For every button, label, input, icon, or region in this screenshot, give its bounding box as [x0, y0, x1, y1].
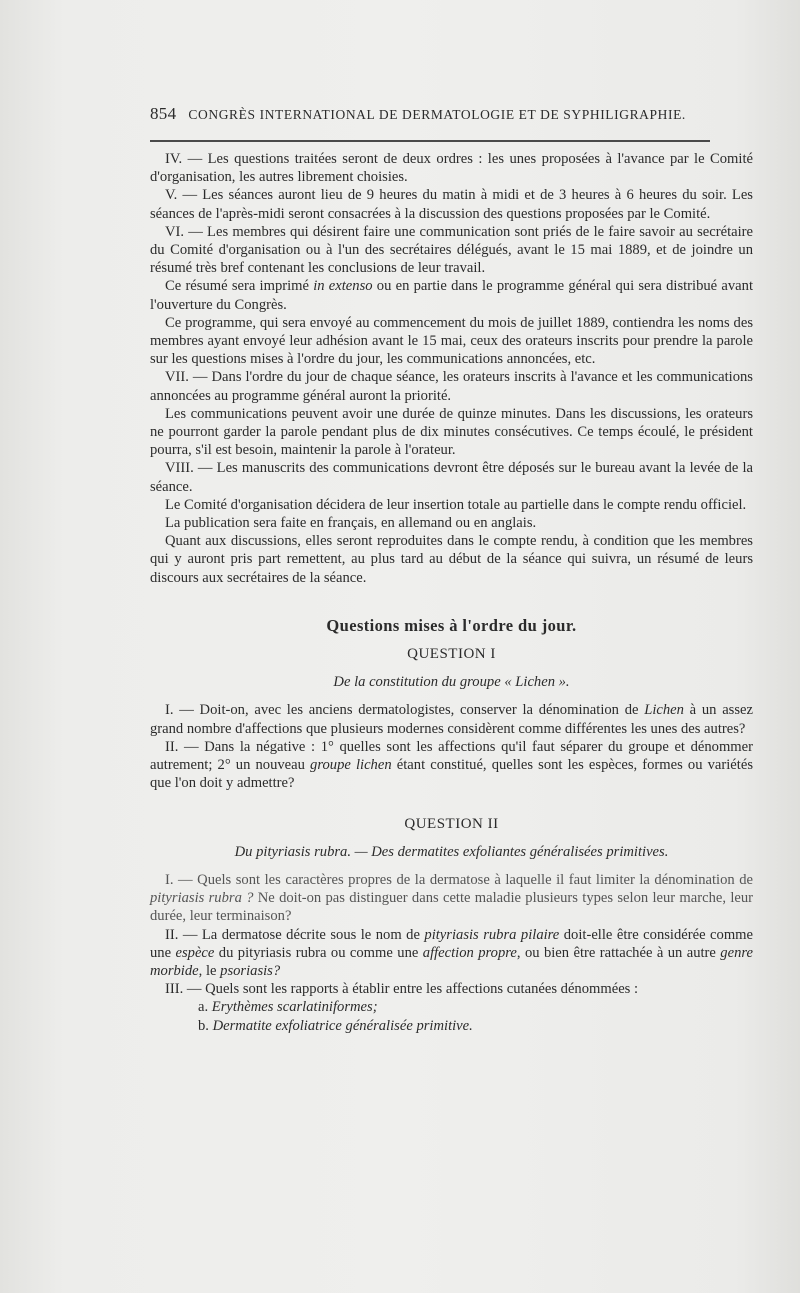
- comite-paragraph: Le Comité d'organisation décidera de leur insertion totale au partielle dans le compte rendu officiel.: [165, 496, 747, 513]
- question-1-part-2: II. — Dans la négative : 1° quelles sont les affections qu'il faut séparer du groupe et dénommer autrement; 2° un nouveau groupe lichen étant constitué, quelles sont les espèces, formes ou variétés que l'on doit y admettre?: [150, 738, 753, 792]
- discussions-paragraph: Quant aux discussions, elles seront reproduites dans le compte rendu, à condition que les membres qui y auront pris part remettent, au plus tard au début de la séance qui suivra, un résumé de leurs discours aux secrétaires de la séance.: [150, 533, 753, 586]
- question-1-subtitle: De la constitution du groupe « Lichen ».: [333, 674, 570, 691]
- question-2-part-2: II. — La dermatose décrite sous le nom de pityriasis rubra pilaire doit-elle être considérée comme une espèce du pityriasis rubra ou comme une affection propre, ou bien être rattachée à un autre genre morbide, le psoriasis?: [150, 926, 753, 979]
- rule-vii: VII. — Dans l'ordre du jour de chaque séance, les orateurs inscrits à l'avance et les communications annoncées au programme général auront la priorité.: [150, 369, 753, 404]
- page-number: 854: [150, 104, 177, 123]
- body-text: [150, 150, 753, 1035]
- question-1-title: QUESTION I: [407, 646, 496, 663]
- question-2-item-a: a. Erythèmes scarlatiniformes;: [198, 999, 378, 1016]
- section-heading: Questions mises à l'ordre du jour.: [326, 615, 577, 635]
- header-rule: [150, 140, 710, 142]
- question-2-part-3: III. — Quels sont les rapports à établir entre les affections cutanées dénommées :: [165, 981, 639, 998]
- resume-paragraph: Ce résumé sera imprimé in extenso ou en partie dans le programme général qui sera distribué avant l'ouverture du Congrès.: [150, 278, 753, 313]
- question-2-part-1: I. — Quels sont les caractères propres de la dermatose à laquelle il faut limiter la dénomination de pityriasis rubra ? Ne doit-on pas distinguer dans cette maladie plusieurs types selon leur marche, leur durée, leur terminaison?: [150, 871, 754, 925]
- question-2-title: QUESTION II: [404, 815, 499, 832]
- page-header: [150, 104, 710, 124]
- question-2-item-b: b. Dermatite exfoliatrice généralisée primitive.: [198, 1017, 473, 1034]
- programme-paragraph: Ce programme, qui sera envoyé au commencement du mois de juillet 1889, contiendra les noms des membres ayant envoyé leur adhésion avant le 15 mai, ceux des orateurs inscrits pour prendre la parole sur les questions mises à l'ordre du jour, les communications annoncées, etc.: [150, 314, 753, 368]
- running-title: CONGRÈS INTERNATIONAL DE DERMATOLOGIE ET DE SYPHILIGRAPHIE.: [188, 107, 686, 122]
- rule-v: V. — Les séances auront lieu de 9 heures du matin à midi et de 3 heures à 6 heures du soir. Les séances de l'après-midi seront consacrées à la discussion des questions proposées par le Comité.: [150, 187, 753, 222]
- question-2-subtitle: Du pityriasis rubra. — Des dermatites exfoliantes généralisées primitives.: [234, 843, 669, 860]
- rule-viii: VIII. — Les manuscrits des communications devront être déposés sur le bureau avant la levée de la séance.: [150, 460, 753, 495]
- rule-iv: IV. — Les questions traitées seront de deux ordres : les unes proposées à l'avance par le Comité d'organisation, les autres librement choisies.: [150, 151, 753, 186]
- communications-paragraph: Les communications peuvent avoir une durée de quinze minutes. Dans les discussions, les orateurs ne pourront garder la parole pendant plus de dix minutes consécutives. Ce temps écoulé, le président pourra, s'il est besoin, maintenir la parole à l'orateur.: [150, 405, 753, 459]
- question-1-part-1: I. — Doit-on, avec les anciens dermatologistes, conserver la dénomination de Lichen à un assez grand nombre d'affections que plusieurs modernes considèrent comme différentes les unes des autres?: [150, 702, 753, 737]
- rule-vi: VI. — Les membres qui désirent faire une communication sont priés de le faire savoir au secrétaire du Comité d'organisation ou à l'un des secrétaires délégués, avant le 15 mai 1889, et de joindre un résumé très bref contenant les conclusions de leur travail.: [150, 223, 753, 277]
- publication-paragraph: La publication sera faite en français, en allemand ou en anglais.: [165, 515, 537, 532]
